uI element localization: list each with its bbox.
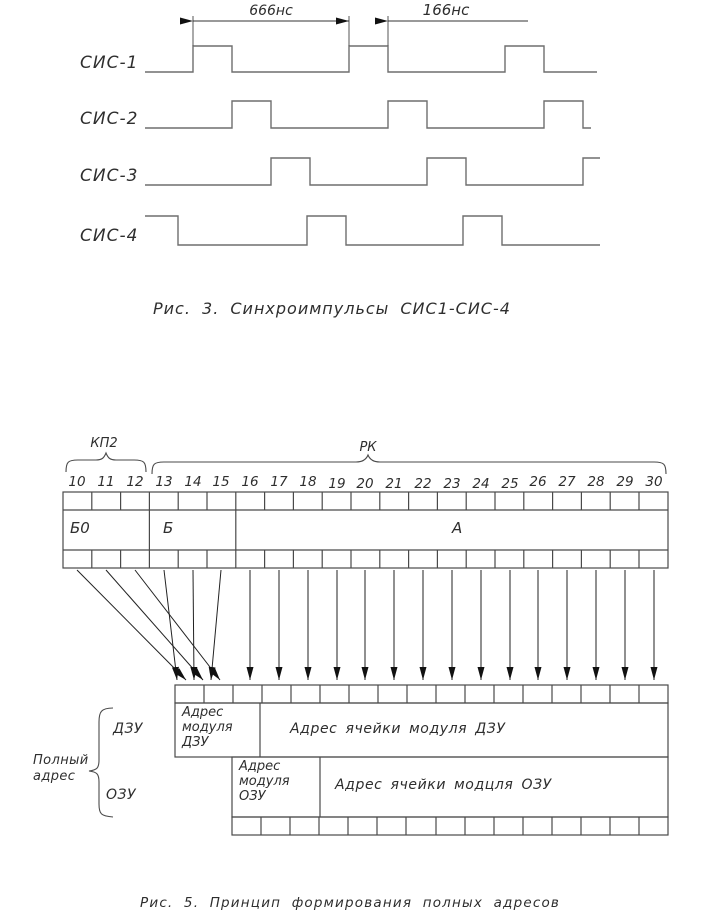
bit-number: 27 bbox=[558, 474, 576, 490]
waveform-sis-1 bbox=[145, 46, 597, 72]
ozu-cell-address-label: Адрес ячейки модцля ОЗУ bbox=[335, 777, 552, 793]
ozu-module-line2: модуля bbox=[239, 774, 290, 789]
field-b0-label: Б0 bbox=[70, 519, 90, 537]
waveforms bbox=[145, 46, 600, 245]
signal-label-sis4: СИС-4 bbox=[80, 226, 139, 246]
bit-number: 14 bbox=[184, 474, 202, 490]
rk-brace bbox=[152, 455, 666, 474]
bit-number: 22 bbox=[414, 476, 432, 492]
bit-number: 26 bbox=[529, 474, 547, 490]
bit-number: 21 bbox=[385, 476, 403, 492]
kp2-group-label: КП2 bbox=[90, 436, 118, 451]
bit-number: 28 bbox=[587, 474, 605, 490]
bit-number: 15 bbox=[212, 474, 230, 490]
dzu-module-line2: модуля bbox=[182, 720, 233, 735]
bit-number: 18 bbox=[299, 474, 317, 490]
bit-number: 24 bbox=[472, 476, 490, 492]
kp2-brace bbox=[66, 453, 146, 472]
bit-number: 23 bbox=[443, 476, 461, 492]
bit-number: 17 bbox=[270, 474, 288, 490]
field-a-label: А bbox=[452, 519, 463, 537]
full-address-label-line2: адрес bbox=[33, 769, 76, 784]
dzu-module-line1: Адрес bbox=[182, 705, 224, 720]
bit-number: 12 bbox=[126, 474, 144, 490]
upper-register-grid bbox=[63, 492, 668, 568]
group-braces bbox=[66, 453, 666, 474]
bit-number: 29 bbox=[616, 474, 634, 490]
transfer-arrows bbox=[77, 570, 654, 680]
signal-label-sis3: СИС-3 bbox=[80, 166, 139, 186]
bit-number: 25 bbox=[501, 476, 519, 492]
ozu-module-line3: ОЗУ bbox=[239, 789, 266, 804]
figure3-caption: Рис. 3. Синхроимпульсы СИС1-СИС-4 bbox=[153, 299, 511, 318]
full-address-label-line1: Полный bbox=[33, 753, 89, 768]
waveform-sis-3 bbox=[145, 158, 600, 185]
lower-top-cell-lines bbox=[204, 685, 639, 703]
figure5-caption: Рис. 5. Принцип формирования полных адресов bbox=[140, 895, 561, 911]
ozu-side-label: ОЗУ bbox=[106, 787, 137, 803]
bit-number: 16 bbox=[241, 474, 259, 490]
dimension-666ns-label: 666нс bbox=[249, 3, 293, 19]
dzu-side-label: ДЗУ bbox=[113, 721, 143, 737]
dzu-cell-address-label: Адрес ячейки модуля ДЗУ bbox=[290, 721, 506, 737]
ozu-module-line1: Адрес bbox=[239, 759, 281, 774]
bit-number: 20 bbox=[356, 476, 374, 492]
lower-bottom-cell-lines bbox=[261, 817, 639, 835]
upper-top-cell-lines bbox=[92, 492, 639, 510]
bit-number: 19 bbox=[328, 476, 346, 492]
bit-number: 10 bbox=[68, 474, 86, 490]
upper-bottom-cell-lines bbox=[92, 550, 639, 568]
rk-group-label: РК bbox=[359, 440, 377, 455]
signal-label-sis1: СИС-1 bbox=[80, 53, 139, 73]
dzu-module-line3: ДЗУ bbox=[182, 735, 209, 750]
bit-number: 13 bbox=[155, 474, 173, 490]
waveform-sis-2 bbox=[145, 101, 591, 128]
dimension-166ns-label: 166нс bbox=[422, 1, 470, 19]
bit-number: 30 bbox=[645, 474, 663, 490]
signal-label-sis2: СИС-2 bbox=[80, 109, 139, 129]
bit-number: 11 bbox=[97, 474, 115, 490]
waveform-sis-4 bbox=[145, 216, 600, 245]
field-b-label: Б bbox=[163, 519, 174, 537]
